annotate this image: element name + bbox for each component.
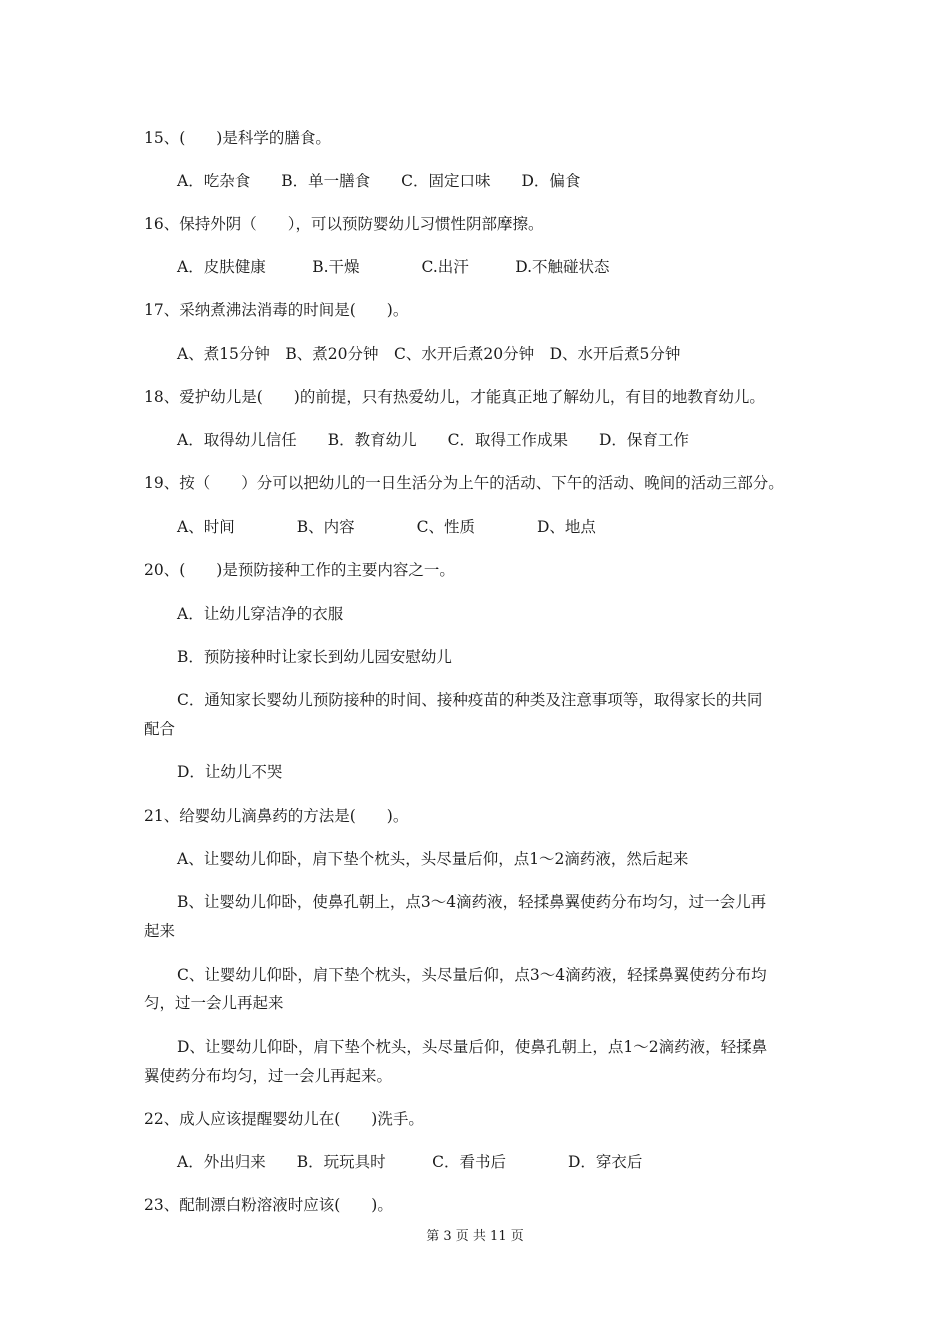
question-20-option-a: A．让幼儿穿洁净的衣服	[177, 605, 344, 623]
question-21-option-c-cont: 匀，过一会儿再起来	[144, 994, 284, 1012]
question-21-option-b: B、让婴幼儿仰卧，使鼻孔朝上，点3～4滴药液，轻揉鼻翼使药分布均匀，过一会儿再	[177, 893, 767, 911]
question-22-options: A．外出归来 B．玩玩具时 C．看书后 D．穿衣后	[177, 1153, 643, 1171]
page-footer: 第 3 页 共 11 页	[426, 1229, 524, 1244]
question-21-option-d: D、让婴幼儿仰卧，肩下垫个枕头，头尽量后仰，使鼻孔朝上，点1～2滴药液，轻揉鼻	[177, 1038, 768, 1056]
question-20-option-c: C．通知家长婴幼儿预防接种的时间、接种疫苗的种类及注意事项等，取得家长的共同	[177, 691, 763, 709]
question-18-options: A．取得幼儿信任 B．教育幼儿 C．取得工作成果 D．保育工作	[177, 431, 689, 449]
question-19-options: A、时间 B、内容 C、性质 D、地点	[177, 518, 596, 536]
question-19-stem: 19、按（ ）分可以把幼儿的一日生活分为上午的活动、下午的活动、晚间的活动三部分。	[144, 474, 784, 492]
question-21-option-d-cont: 翼使药分布均匀，过一会儿再起来。	[144, 1067, 393, 1085]
question-16-options: A．皮肤健康 B.干燥 C.出汗 D.不触碰状态	[177, 258, 610, 276]
question-21-option-b-cont: 起来	[144, 922, 176, 940]
question-21-option-a: A、让婴幼儿仰卧，肩下垫个枕头，头尽量后仰，点1～2滴药液，然后起来	[177, 850, 689, 868]
question-20-stem: 20、( )是预防接种工作的主要内容之一。	[144, 561, 455, 579]
question-20-option-d: D．让幼儿不哭	[177, 763, 283, 781]
question-15-stem: 15、( )是科学的膳食。	[144, 129, 331, 147]
question-23-stem: 23、配制漂白粉溶液时应该( )。	[144, 1196, 393, 1214]
question-21-option-c: C、让婴幼儿仰卧，肩下垫个枕头，头尽量后仰，点3～4滴药液，轻揉鼻翼使药分布均	[177, 966, 767, 984]
question-17-stem: 17、采纳煮沸法消毒的时间是( )。	[144, 301, 409, 319]
question-18-stem: 18、爱护幼儿是( )的前提，只有热爱幼儿，才能真正地了解幼儿，有目的地教育幼儿。	[144, 388, 765, 406]
question-17-options: A、煮15分钟 B、煮20分钟 C、水开后煮20分钟 D、水开后煮5分钟	[177, 345, 681, 363]
question-21-stem: 21、给婴幼儿滴鼻药的方法是( )。	[144, 807, 409, 825]
question-15-options: A．吃杂食 B．单一膳食 C．固定口味 D．偏食	[177, 172, 581, 190]
question-20-option-c-cont: 配合	[144, 720, 176, 738]
question-22-stem: 22、成人应该提醒婴幼儿在( )洗手。	[144, 1110, 424, 1128]
question-20-option-b: B．预防接种时让家长到幼儿园安慰幼儿	[177, 648, 452, 666]
question-16-stem: 16、保持外阴（ ），可以预防婴幼儿习惯性阴部摩擦。	[144, 215, 544, 233]
